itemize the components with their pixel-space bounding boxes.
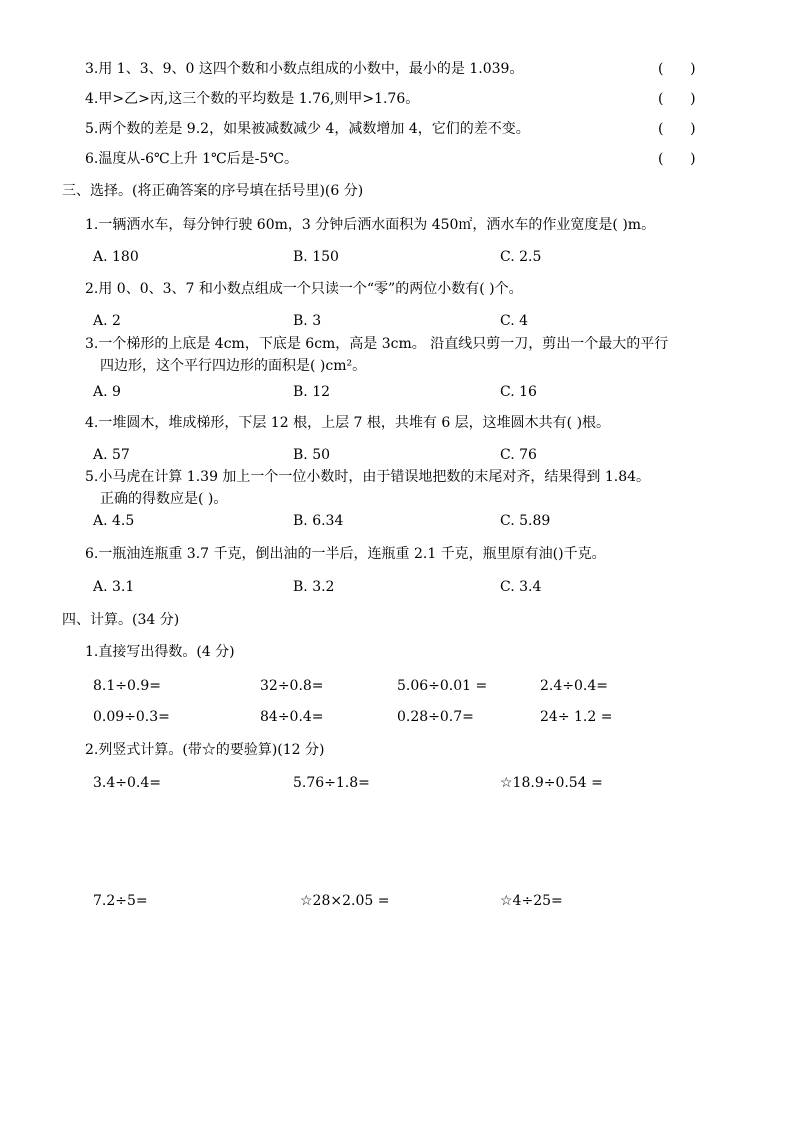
- direct-expression: 0.28÷0.7=: [397, 709, 474, 725]
- choice-option-a[interactable]: A. 2: [93, 313, 121, 329]
- calc-sub-heading-direct: 1.直接写出得数。(4 分): [85, 644, 235, 660]
- choice-option-c[interactable]: C. 4: [500, 313, 529, 329]
- direct-expression: 84÷0.4=: [260, 709, 324, 725]
- choice-question-3: 3.一个梯形的上底是 4cm，下底是 6cm，高是 3cm。 沿直线只剪一刀，剪出一个最大的平行: [85, 336, 669, 352]
- choice-question-6: 6.一瓶油连瓶重 3.7 千克，倒出油的一半后，连瓶重 2.1 千克，瓶里原有油()千克。: [85, 546, 606, 562]
- choice-question-3-cont: 四边形，这个平行四边形的面积是( )cm²。: [100, 358, 367, 374]
- choice-question-2: 2.用 0、0、3、7 和小数点组成一个只读一个“零”的两位小数有( )个。: [85, 281, 523, 297]
- section-heading-calc: 四、计算。(34 分): [62, 612, 180, 628]
- judgment-item-4: 4.甲>乙>丙,这三个数的平均数是 1.76,则甲>1.76。: [85, 91, 420, 107]
- judgment-item-5: 5.两个数的差是 9.2，如果被减数减少 4，减数增加 4，它们的差不变。: [85, 121, 530, 137]
- choice-option-a[interactable]: A. 57: [93, 447, 130, 463]
- direct-expression: 24÷ 1.2 =: [540, 709, 613, 725]
- choice-option-b[interactable]: B. 50: [293, 447, 331, 463]
- choice-option-c[interactable]: C. 76: [500, 447, 537, 463]
- vertical-expression: 5.76÷1.8=: [293, 775, 370, 791]
- choice-option-c[interactable]: C. 3.4: [500, 579, 542, 595]
- choice-option-b[interactable]: B. 6.34: [293, 513, 344, 529]
- answer-paren[interactable]: ( ): [658, 91, 696, 107]
- choice-option-c[interactable]: C. 5.89: [500, 513, 551, 529]
- choice-option-a[interactable]: A. 180: [93, 249, 139, 265]
- choice-option-a[interactable]: A. 9: [93, 384, 121, 400]
- judgment-item-6: 6.温度从-6℃上升 1℃后是-5℃。: [85, 151, 298, 167]
- judgment-item-3: 3.用 1、3、9、0 这四个数和小数点组成的小数中，最小的是 1.039。: [85, 61, 524, 77]
- calc-sub-heading-vertical: 2.列竖式计算。(带☆的要验算)(12 分): [85, 742, 325, 758]
- direct-expression: 2.4÷0.4=: [540, 678, 608, 694]
- direct-expression: 8.1÷0.9=: [93, 678, 161, 694]
- answer-paren[interactable]: ( ): [658, 151, 696, 167]
- vertical-expression: ☆4÷25=: [500, 893, 563, 909]
- choice-option-a[interactable]: A. 4.5: [93, 513, 135, 529]
- answer-paren[interactable]: ( ): [658, 121, 696, 137]
- choice-option-b[interactable]: B. 3.2: [293, 579, 335, 595]
- choice-option-c[interactable]: C. 16: [500, 384, 537, 400]
- section-heading-choice: 三、选择。(将正确答案的序号填在括号里)(6 分): [62, 183, 364, 199]
- choice-question-1: 1.一辆洒水车，每分钟行驶 60m，3 分钟后洒水面积为 450㎡，洒水车的作业宽度是( )m。: [85, 217, 656, 233]
- choice-question-5: 5.小马虎在计算 1.39 加上一个一位小数时，由于错误地把数的末尾对齐，结果得到 1.84。: [85, 469, 651, 485]
- choice-option-b[interactable]: B. 12: [293, 384, 331, 400]
- choice-option-b[interactable]: B. 150: [293, 249, 339, 265]
- vertical-expression: 3.4÷0.4=: [93, 775, 161, 791]
- choice-option-b[interactable]: B. 3: [293, 313, 322, 329]
- choice-question-4: 4.一堆圆木，堆成梯形，下层 12 根，上层 7 根，共堆有 6 层，这堆圆木共有( )根。: [85, 415, 611, 431]
- answer-paren[interactable]: ( ): [658, 61, 696, 77]
- choice-option-a[interactable]: A. 3.1: [93, 579, 135, 595]
- choice-option-c[interactable]: C. 2.5: [500, 249, 542, 265]
- choice-question-5-cont: 正确的得数应是( )。: [100, 491, 228, 507]
- vertical-expression: ☆18.9÷0.54 =: [500, 775, 603, 791]
- direct-expression: 32÷0.8=: [260, 678, 324, 694]
- vertical-expression: ☆28×2.05 =: [300, 893, 390, 909]
- direct-expression: 0.09÷0.3=: [93, 709, 170, 725]
- direct-expression: 5.06÷0.01 =: [397, 678, 488, 694]
- vertical-expression: 7.2÷5=: [93, 893, 148, 909]
